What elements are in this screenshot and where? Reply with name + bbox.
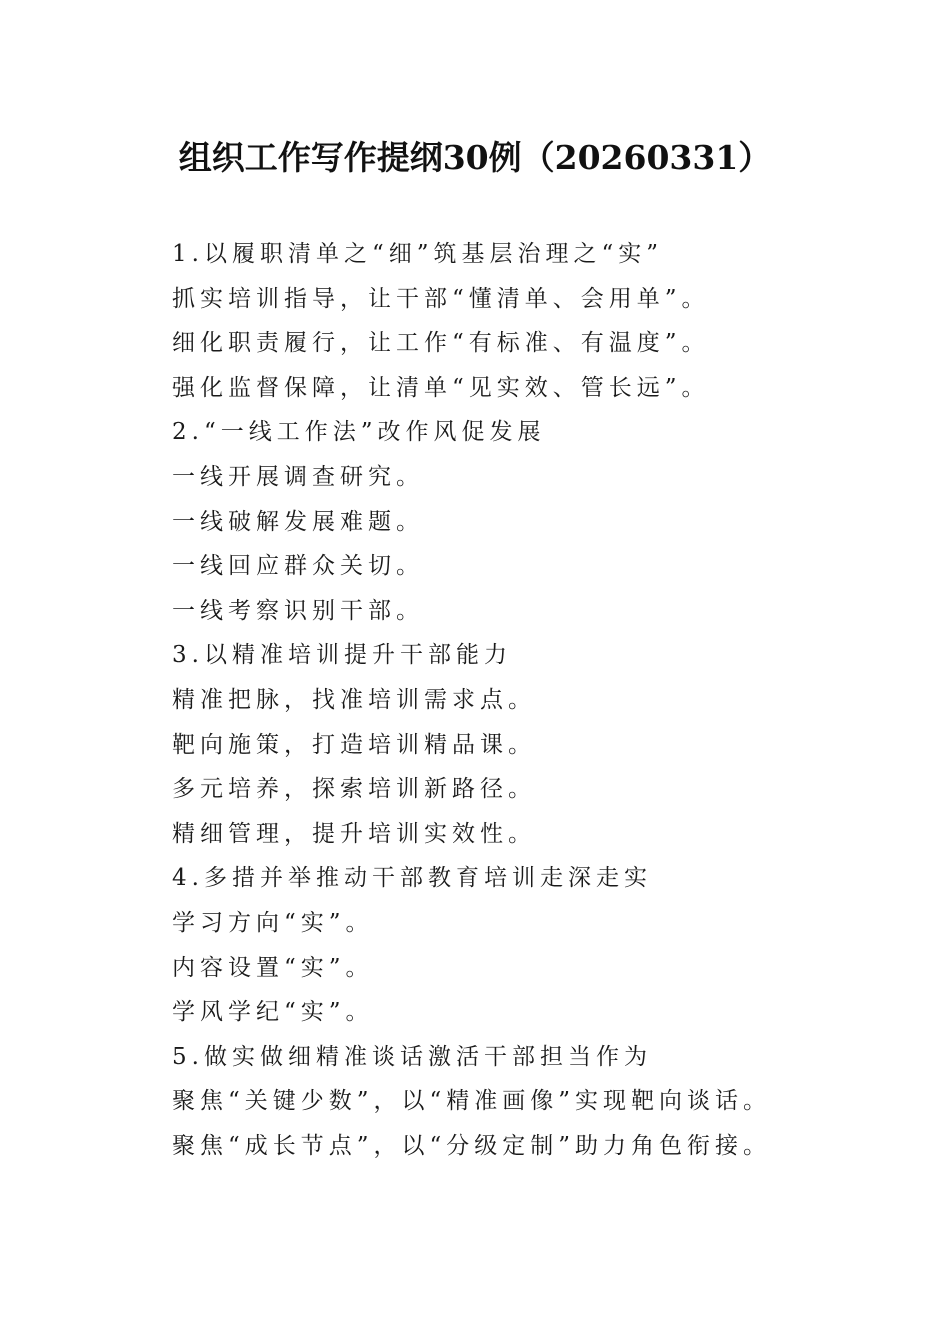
item-2-3: 一线回应群众关切。 bbox=[172, 553, 424, 580]
item-3-3: 多元培养，探索培训新路径。 bbox=[172, 776, 536, 803]
heading-3: 3.以精准培训提升干部能力 bbox=[172, 642, 512, 669]
item-1-3: 强化监督保障，让清单“见实效、管长远”。 bbox=[172, 374, 710, 401]
item-1-2: 细化职责履行，让工作“有标准、有温度”。 bbox=[172, 330, 710, 357]
item-4-3: 学风学纪“实”。 bbox=[172, 999, 374, 1026]
item-2-1: 一线开展调查研究。 bbox=[172, 463, 424, 490]
heading-4: 4.多措并举推动干部教育培训走深走实 bbox=[172, 865, 652, 892]
item-3-4: 精细管理，提升培训实效性。 bbox=[172, 820, 536, 847]
item-2-2: 一线破解发展难题。 bbox=[172, 508, 424, 535]
document-title: 组织工作写作提纲30例（20260331） bbox=[178, 138, 772, 177]
item-5-2: 聚焦“成长节点”，以“分级定制”助力角色衔接。 bbox=[172, 1132, 772, 1159]
heading-5: 5.做实做细精准谈话激活干部担当作为 bbox=[172, 1043, 652, 1070]
heading-1: 1.以履职清单之“细”筑基层治理之“实” bbox=[172, 241, 663, 267]
item-3-2: 靶向施策，打造培训精品课。 bbox=[172, 731, 536, 758]
heading-2: 2.“一线工作法”改作风促发展 bbox=[172, 419, 546, 446]
item-4-2: 内容设置“实”。 bbox=[172, 954, 374, 981]
item-1-1: 抓实培训指导，让干部“懂清单、会用单”。 bbox=[172, 285, 710, 312]
item-3-1: 精准把脉，找准培训需求点。 bbox=[172, 686, 536, 713]
item-5-1: 聚焦“关键少数”，以“精准画像”实现靶向谈话。 bbox=[172, 1088, 772, 1115]
outline-body bbox=[172, 232, 872, 1168]
item-2-4: 一线考察识别干部。 bbox=[172, 597, 424, 624]
item-4-1: 学习方向“实”。 bbox=[172, 909, 374, 936]
